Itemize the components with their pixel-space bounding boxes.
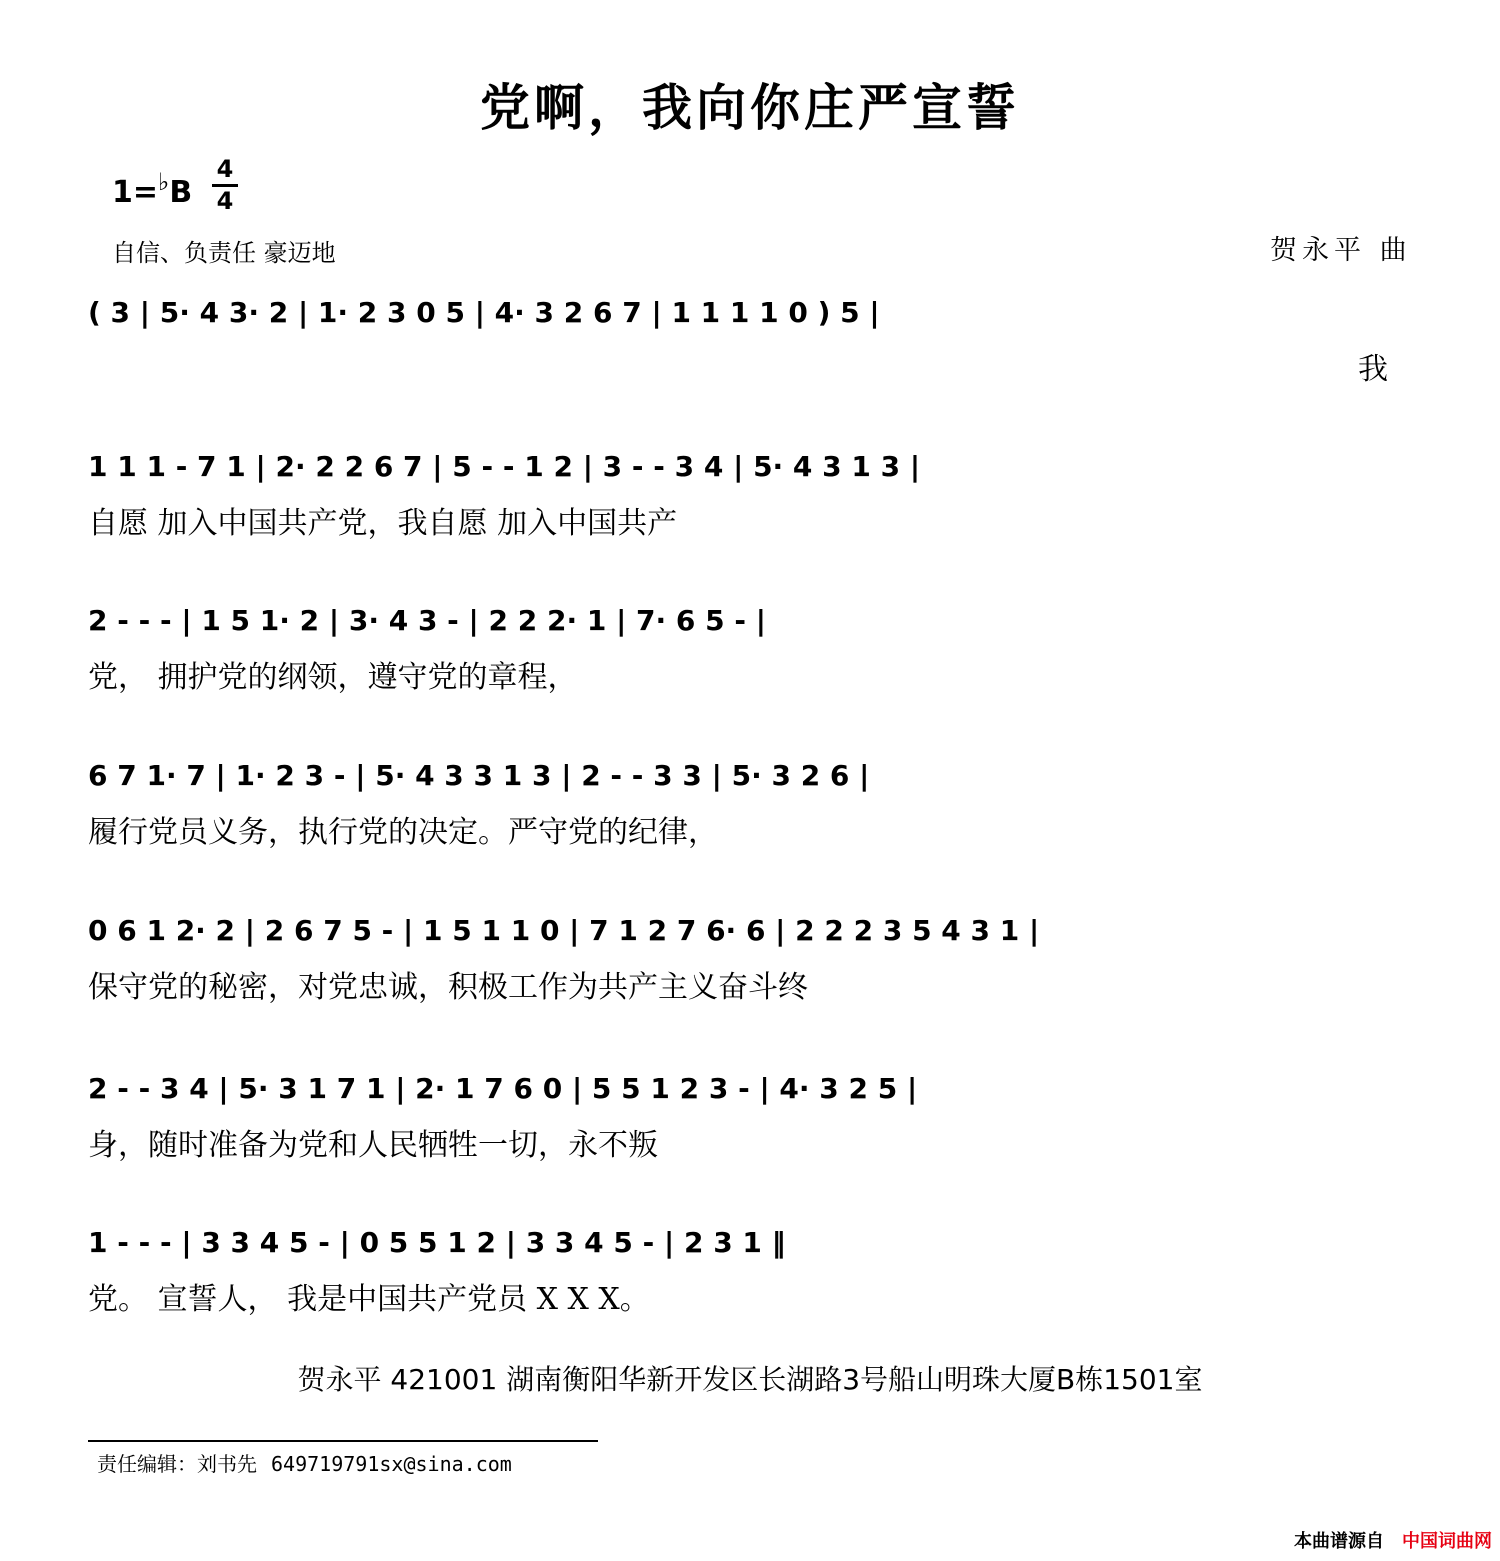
key-note: B [169, 175, 193, 210]
editor-label: 责任编辑：刘书先 [97, 1452, 257, 1476]
lyrics-line: 党， 拥护党的纲领，遵守党的章程， [88, 660, 578, 695]
time-signature [212, 156, 238, 215]
lyrics-line: 履行党员义务，执行党的决定。严守党的纪律， [88, 815, 718, 850]
notation-line: 0 6 1 2· 2 | 2 6 7 5 - | 1 5 1 1 0 | 7 1 2 7 6· 6 | 2 2 2 3 5 4 3 1 | [88, 913, 1040, 947]
watermark-right: 中国词曲网 [1402, 1531, 1492, 1552]
lyrics-line: 保守党的秘密，对党忠诚，积极工作为共产主义奋斗终 [88, 970, 808, 1005]
watermark-left: 本曲谱源自 [1294, 1531, 1384, 1552]
lyrics-line: 自愿 加入中国共产党，我自愿 加入中国共产 [88, 506, 678, 541]
notation-line: 6 7 1· 7 | 1· 2 3 - | 5· 4 3 3 1 3 | 2 - - 3 3 | 5· 3 2 6 | [88, 758, 870, 792]
key-prefix: 1= [112, 175, 159, 210]
notation-line: 1 1 1 - 7 1 | 2· 2 2 6 7 | 5 - - 1 2 | 3 - - 3 4 | 5· 4 3 1 3 | [88, 449, 921, 483]
notation-line: 1 - - - | 3 3 4 5 - | 0 5 5 1 2 | 3 3 4 5 - | 2 3 1 ‖ [88, 1225, 786, 1259]
editor-email: 649719791sx@sina.com [271, 1452, 512, 1476]
lyrics-line: 身，随时准备为党和人民牺牲一切，永不叛 [88, 1128, 658, 1163]
flat-symbol: ♭ [158, 168, 170, 196]
source-watermark [1294, 1527, 1492, 1553]
song-title: 党啊，我向你庄严宣誓 [480, 78, 1020, 137]
composer-address: 贺永平 421001 湖南衡阳华新开发区长湖路3号船山明珠大厦B栋1501室 [297, 1363, 1203, 1396]
time-signature-bottom: 4 [216, 187, 234, 215]
tempo-marking: 自信、负责任 豪迈地 [112, 239, 336, 267]
notation-line: 2 - - 3 4 | 5· 3 1 7 1 | 2· 1 7 6 0 | 5 5 1 2 3 - | 4· 3 2 5 | [88, 1071, 918, 1105]
lyrics-line: 党。 宣誓人， 我是中国共产党员 X X X。 [88, 1282, 650, 1317]
notation-line: 2 - - - | 1 5 1· 2 | 3· 4 3 - | 2 2 2· 1 | 7· 6 5 - | [88, 603, 766, 637]
time-signature-top: 4 [216, 155, 234, 183]
footer-divider [88, 1440, 598, 1442]
notation-line: ( 3 | 5· 4 3· 2 | 1· 2 3 0 5 | 4· 3 2 6 7 | 1 1 1 1 0 ) 5 | [88, 295, 880, 329]
key-signature [112, 168, 192, 210]
editor-credit [97, 1448, 512, 1477]
lyrics-line: 我 [1358, 352, 1388, 387]
composer-credit: 贺永平 曲 [1270, 235, 1412, 266]
